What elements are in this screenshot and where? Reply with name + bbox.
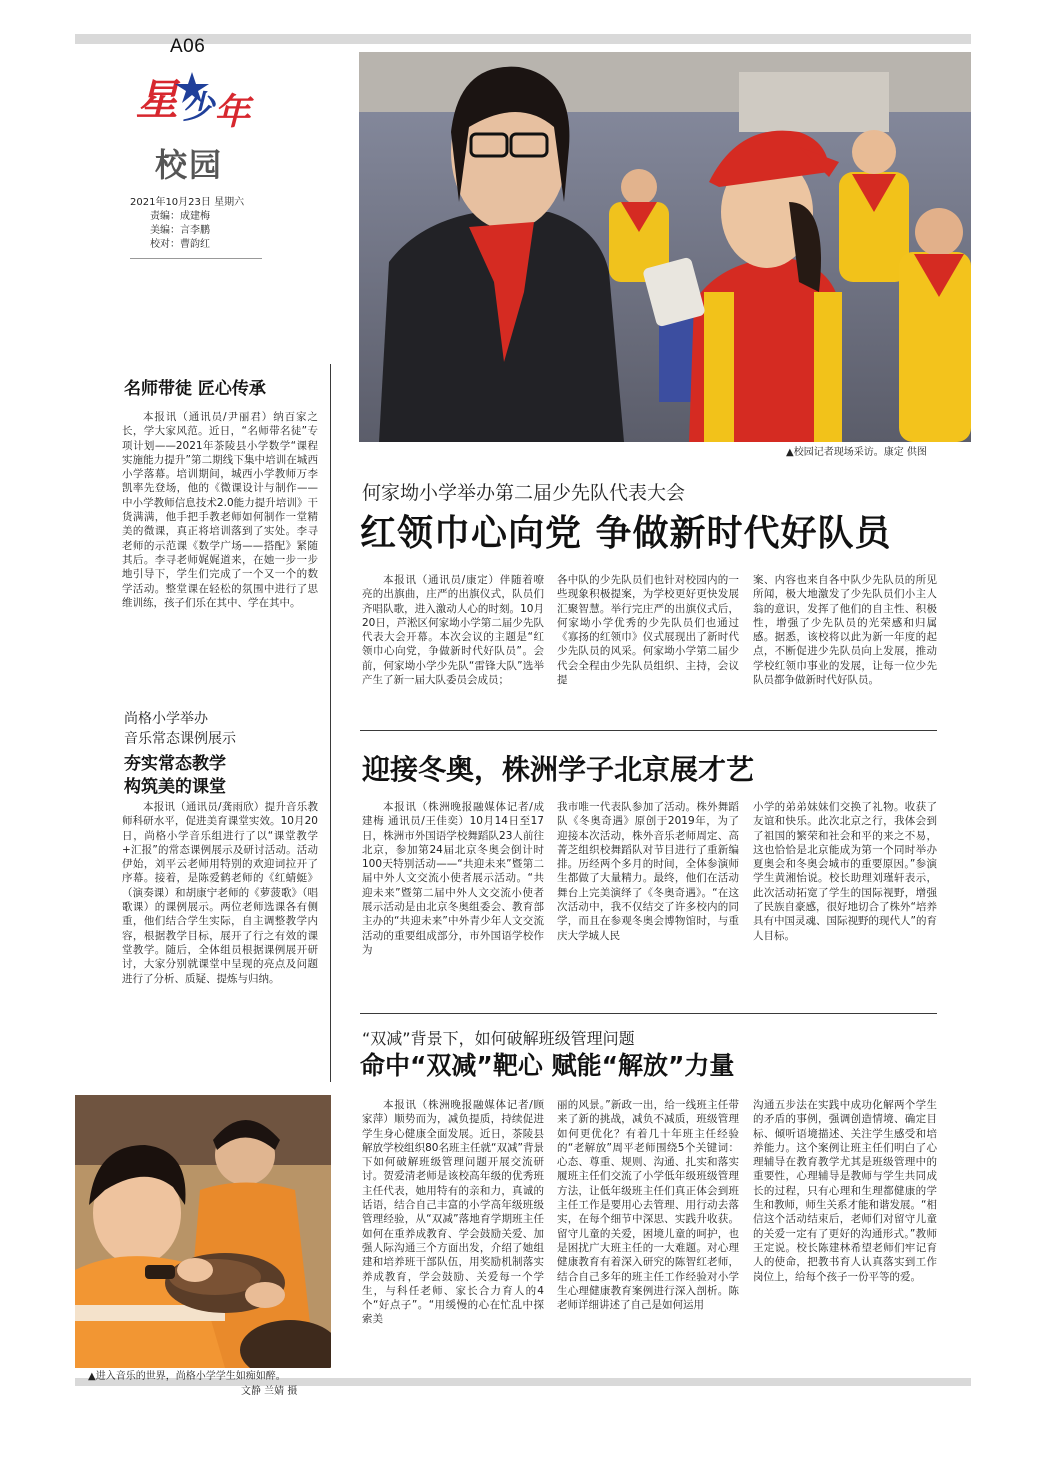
article3-text-2: 丽的风景。”新政一出，给一线班主任带来了新的挑战，减负不减质，班级管理如何更优化？有着几十年班主任经验的“老解放”周平老师围绕5个关键词：心态、尊重、规则、沟通、扎实和落实履班主任们交流了小学低年级班级管理方法，让低年级班主任们真正体会到班主任工作是要用心去管理、用行动去落实，在每个细节中深思、实践升收获。留守儿童的关爱，困境儿童的呵护，也是困扰广大班主任的一大难题。对心理健康教育有着深入研究的陈智红老师，结合自己多年的班主任工作经验对小学生心理健康教育案例进行深入剖析。陈老师详细讲述了自己是如何运用 [557,1099,739,1312]
article2-text-1: 本报讯（株洲晚报融媒体记者/成建梅 通讯员/王佳奕）10月14日至17日，株洲市外国语学校舞蹈队23人前往北京，参加第24届北京冬奥会倒计时100天特别活动——“共迎未来”暨第二届中外人文交流小使者展示活动。“共迎未来”暨第二届中外人文交流小使者展示活动是由北京冬奥组委会、教育部主办的“共迎未来”中外青少年人文交流活动的重要组成部分，市外国语学校作为 [362,801,544,956]
article1-column-3 [753,573,937,718]
section-logo [132,62,260,142]
article3-headline: 命中“双减”靶心 赋能“解放”力量 [360,1051,735,1080]
editor-credit: 责编：成建梅 [150,211,210,222]
sidebar1-headline: 名师带徒 匠心传承 [124,379,266,399]
article3-column-2 [557,1098,739,1368]
page-number: A06 [170,36,206,57]
article1-headline: 红领巾心向党 争做新时代好队员 [360,513,892,554]
article3-column-1 [362,1098,544,1368]
article1-text-1: 本报讯（通讯员/康定）伴随着嘹亮的出旗曲，庄严的出旗仪式，队员们齐唱队歌，进入激动人心的时刻。10月20日，芦淞区何家坳小学第二届少先队代表大会开幕。本次会议的主题是“红领巾心向党，争做新时代好队员”。会前，何家坳小学少先队“雷锋大队”选举产生了新一届大队委员会成员； [362,574,544,687]
music-photo-credit: 文静 兰婧 摄 [241,1386,298,1397]
sidebar2-kicker-2: 音乐常态课例展示 [124,731,236,747]
credits-rule [130,258,262,259]
article3-column-3 [753,1098,937,1368]
article3-text-1: 本报讯（株洲晚报融媒体记者/顾家萍）顺势而为，减负提质，持续促进学生身心健康全面发展。近日，茶陵县解放学校组织80名班主任就“双减”背景下如何破解班级管理问题开展交流研讨。贺爱清老师是该校高年级的优秀班主任代表，她用特有的亲和力，真诚的话语，结合自己丰富的小学高年级班级管理经验，从“双减”落地育学期班主任如何在重养成教育、学会鼓励关爱、加强人际沟通三个方面出发，介绍了她组建和培养班干部队伍，用奖励机制落实养成教育，学会鼓励、关爱每一个学生，与科任老师、家长合力育人的4个“好点子”。“用缓慢的心在忙乱中探索美 [362,1099,544,1326]
article1-kicker: 何家坳小学举办第二届少先队代表大会 [362,482,686,504]
sidebar2-kicker-1: 尚格小学举办 [124,711,208,727]
top-rule [75,34,971,44]
article2-text-2: 我市唯一代表队参加了活动。株外舞蹈队《冬奥奇遇》原创于2019年，为了迎接本次活动，株外音乐老师周定、高菁芝组织校舞蹈队对节目进行了重新编排。历经两个多月的时间，全体参演师生都做了大量精力。最终，他们在活动舞台上完美演绎了《冬奥奇遇》。“在这次活动中，我不仅结交了许多校内的同学，而且在参观冬奥会博物馆时，与重庆大学城人民 [557,801,739,942]
column-divider [330,364,331,1082]
main-photo-caption: ▲校园记者现场采访。康定 供图 [786,447,927,458]
article2-column-2 [557,800,739,1010]
sidebar2-headline-1: 夯实常态教学 [124,754,226,774]
article1-column-2 [557,573,739,718]
article1-column-1 [362,573,544,718]
sidebar2-headline-2: 构筑美的课堂 [124,777,226,797]
article1-text-2: 各中队的少先队员们也针对校园内的一些现象积极提案，为学校更好更快发展汇聚智慧。举行完庄严的出旗仪式后，何家坳小学优秀的少先队员们也通过《寡扬的红领巾》仪式展现出了新时代少先队员的风采。何家坳小学第二届少代会全程由少先队员组织、主持，会议提 [557,574,739,687]
designer-credit: 美编：言李鹏 [150,225,210,236]
section-name: 校园 [155,146,224,184]
issue-date: 2021年10月23日 星期六 [130,197,245,208]
sidebar1-body [122,410,318,680]
article-divider-2 [360,1013,937,1014]
article2-column-3 [753,800,937,1010]
article1-text-3: 案、内容也来自各中队少先队员的所见所闻，极大地激发了少先队员们小主人翁的意识，发挥了他们的自主性、积极性，增强了少先队员的光荣感和归属感。据悉，该校将以此为新一年度的起点，不断促进少先队员向上发展，推动学校红领巾事业的发展，让每一位少先队员都争做新时代好队员。 [753,574,937,687]
sidebar2-text: 本报讯（通讯员/龚雨欣）提升音乐教师科研水平，促进美育课堂实效。10月20日，尚格小学音乐组进行了以“课堂教学+汇报”的常态课例展示及研讨活动。活动伊始，刘平云老师用特别的欢迎词拉开了序幕。接着，是陈爱鹤老师的《红蜻蜓》（演奏课）和胡康宁老师的《萝菠歌》（唱歌课）的课例展示。两位老师选课各有侧重，他们结合学生实际，自主调整教学内容，根据教学目标，展开了行之有效的课堂教学。随后，全体组员根据课例展开研讨，大家分别就课堂中呈现的亮点及问题进行了分析、质疑、提炼与归纳。 [122,801,318,985]
article-divider-1 [360,730,937,731]
proofreader-credit: 校对：曹韵红 [150,239,210,250]
sidebar1-text: 本报讯（通讯员/尹丽君）纳百家之长，学大家风范。近日，“名师带名徒”专项计划——2021年茶陵县小学数学“课程实施能力提升”第二期线下集中培训在城西小学落幕。培训期间，城西小学教师万李凯率先登场，他的《微课设计与制作——中小学教师信息技术2.0能力提升培训》干货满满，他手把手教老师如何制作一堂精美的微课，真正将培训落到了实处。李寻老师的示范课《数学广场——搭配》紧随其后。李寻老师娓娓道来，在她一步一步地引导下，学生们完成了一个又一个的数学活动。整堂课在轻松的氛围中进行了思维训练，孩子们乐在其中、学在其中。 [122,411,318,609]
main-photo [359,52,971,442]
article2-column-1 [362,800,544,1010]
sidebar2-body [122,800,318,1062]
svg-text:星: 星 [136,75,179,124]
music-class-photo [75,1095,331,1368]
svg-text:年: 年 [214,92,251,133]
article3-text-3: 沟通五步法在实践中成功化解两个学生的矛盾的事例，强调创造情境、确定目标、倾听语境描述、关注学生感受和培养能力。这个案例让班主任们明白了心理辅导在教育教学尤其是班级管理中的重要性，心理辅导是教师与学生共同成长的过程，只有心理和生理都健康的学生和教师，师生关系才能和谐发展。“相信这个活动结束后，老师们对留守儿童的关爱一定有了更好的沟通形式。”教师王定说。校长陈建林希望老师们牢记育人的使命，把教书育人认真落实到工作岗位上，给每个孩子一份平等的爱。 [753,1099,937,1283]
article2-text-3: 小学的弟弟妹妹们交换了礼物。收获了友谊和快乐。此次北京之行，我体会到了祖国的繁荣和社会和平的来之不易，这也恰恰是北京能成为第一个同时举办夏奥会和冬奥会城市的重要原因。”参演学生黄湘怡说。校长助理刘瑾轩表示，此次活动拓宽了学生的国际视野，增强了民族自豪感，很好地切合了株外“培养具有中国灵魂、国际视野的现代人”的育人目标。 [753,801,937,942]
music-photo-caption: ▲进入音乐的世界，尚格小学学生如痴如醉。 [88,1371,286,1382]
edition-credits [130,196,244,252]
article2-headline: 迎接冬奥，株洲学子北京展才艺 [362,753,755,786]
svg-text:少: 少 [182,88,215,126]
article3-kicker: “双减”背景下，如何破解班级管理问题 [362,1029,635,1048]
